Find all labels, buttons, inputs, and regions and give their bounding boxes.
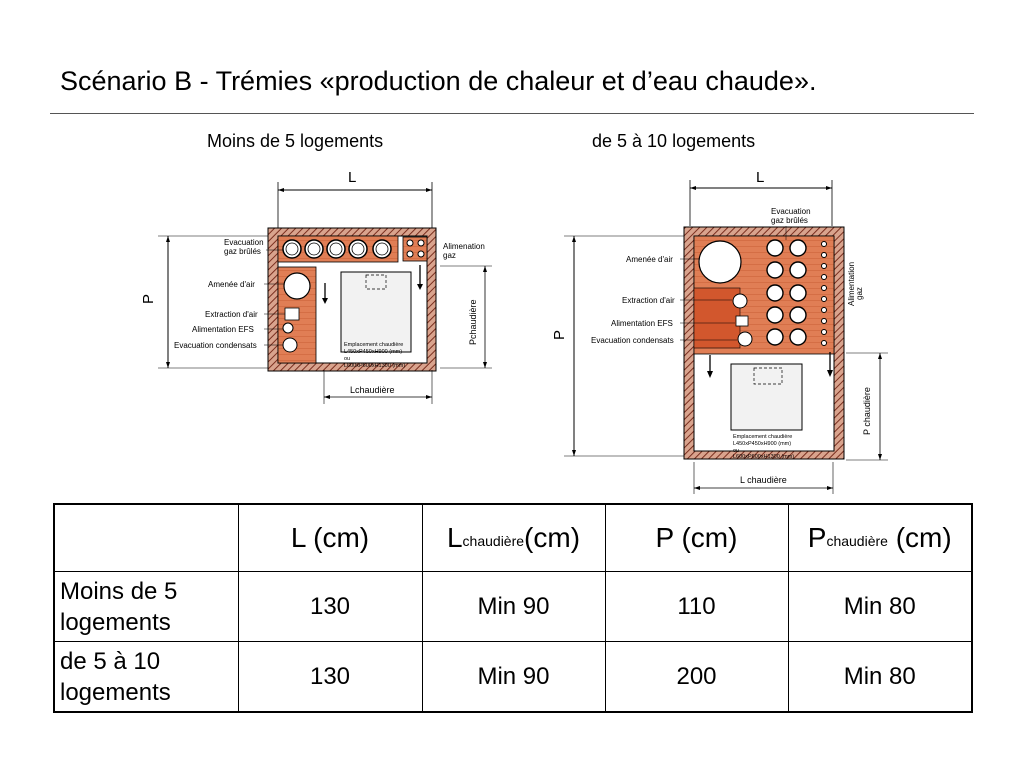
left-label-alimentation-gaz: Alimenation (443, 242, 485, 251)
table-header-empty (54, 504, 238, 572)
row-label-line-2: logements (60, 608, 171, 636)
right-label-amenee-air: Amenée d'air (626, 255, 673, 264)
left-air-inlet-pipe (284, 273, 310, 299)
left-dim-Pchaudiere-label: Pchaudière (468, 299, 478, 345)
left-diagram (140, 169, 492, 404)
right-dim-P (551, 236, 684, 456)
right-label-alimentation-gaz: Alimentation (847, 261, 856, 306)
right-label-gaz: gaz (855, 287, 864, 300)
row-label (54, 572, 238, 642)
left-dim-L-label: L (348, 169, 357, 186)
table-header-P: P (cm) (605, 504, 788, 572)
left-label-gaz: gaz (443, 251, 456, 260)
row-label (54, 642, 238, 713)
right-label-gaz-brules: gaz brûlés (771, 216, 808, 225)
left-label-alimentation-efs: Alimentation EFS (192, 325, 254, 334)
left-label-evacuation-condensats: Evacuation condensats (174, 341, 257, 350)
row-label-line-1: Moins de 5 (60, 577, 178, 605)
left-label-ou: ou (344, 356, 351, 362)
left-label-evacuation-gaz: Evacuation (224, 238, 264, 247)
left-boiler-footprint (341, 272, 411, 352)
header-L-main: L (446, 522, 463, 553)
right-extraction-pipe (733, 294, 747, 308)
left-flue-pipes (283, 240, 391, 258)
row-label-line-1: de 5 à 10 (60, 647, 161, 675)
right-dim-Lchaudiere-label: L chaudière (740, 475, 787, 485)
header-P-unit: (cm) (887, 522, 952, 553)
table-row (54, 642, 972, 713)
right-dim-L-label: L (756, 169, 765, 186)
right-label-evacuation-gaz: Evacuation (771, 207, 811, 216)
right-condensate-pipe (738, 332, 752, 346)
right-dim-Pchaudiere-label: P chaudière (862, 387, 872, 435)
table-header-Lchaudiere (422, 504, 605, 572)
dimensions-table (53, 503, 973, 713)
row-label-line-2: logements (60, 678, 171, 706)
right-diagram-caption: de 5 à 10 logements (592, 131, 756, 151)
right-label-alimentation-efs: Alimentation EFS (611, 319, 673, 328)
header-P-sub: chaudière (826, 533, 888, 549)
cell-Pchaudiere: Min 80 (788, 642, 972, 713)
left-label-extraction-air: Extraction d'air (205, 310, 258, 319)
left-label-dim-1: L450xP450xH900 (mm) (344, 349, 403, 355)
cell-L: 130 (238, 642, 422, 713)
right-extraction-block (694, 288, 740, 348)
left-label-dim-2: L600xP600xH1300 (mm) (344, 363, 406, 369)
cell-Lchaudiere: Min 90 (422, 642, 605, 713)
header-L-sub: chaudière (462, 533, 525, 549)
left-efs-pipe (283, 323, 293, 333)
header-L-unit: (cm) (524, 522, 581, 553)
left-dim-Lchaudiere-label: Lchaudière (350, 385, 395, 395)
left-label-emplacement: Emplacement chaudière (344, 342, 404, 348)
right-label-dim-1: L450xP450xH900 (mm) (733, 441, 792, 447)
right-boiler-footprint (731, 364, 802, 430)
left-dim-L (278, 169, 432, 228)
left-diagram-caption: Moins de 5 logements (207, 131, 384, 151)
cell-Pchaudiere: Min 80 (788, 572, 972, 642)
table-row (54, 572, 972, 642)
right-label-dim-2: L600xP600xH1300 (mm) (733, 454, 795, 460)
left-label-gaz-brules: gaz brûlés (224, 247, 261, 256)
left-label-amenee-air: Amenée d'air (208, 280, 255, 289)
cell-L: 130 (238, 572, 422, 642)
table-header-L: L (cm) (238, 504, 422, 572)
table-header-Pchaudiere (788, 504, 972, 572)
right-label-extraction-air: Extraction d'air (622, 296, 675, 305)
left-extraction-duct (285, 308, 299, 320)
cell-P: 200 (605, 642, 788, 713)
right-label-evacuation-condensats: Evacuation condensats (591, 336, 674, 345)
right-diagram (551, 169, 888, 494)
right-label-emplacement: Emplacement chaudière (733, 434, 793, 440)
table-header-row (54, 504, 972, 572)
right-dim-L (690, 169, 832, 226)
right-air-inlet-pipe (699, 241, 741, 283)
left-condensate-pipe (283, 338, 297, 352)
left-dim-P-label: P (140, 293, 157, 304)
right-dim-P-label: P (551, 329, 568, 340)
right-efs-pipe (736, 316, 748, 326)
slide-title: Scénario B - Trémies «production de chaleur et d’eau chaude». (60, 66, 817, 96)
cell-P: 110 (605, 572, 788, 642)
header-P-main: P (807, 522, 827, 553)
cell-Lchaudiere: Min 90 (422, 572, 605, 642)
right-label-ou: ou (733, 448, 740, 454)
